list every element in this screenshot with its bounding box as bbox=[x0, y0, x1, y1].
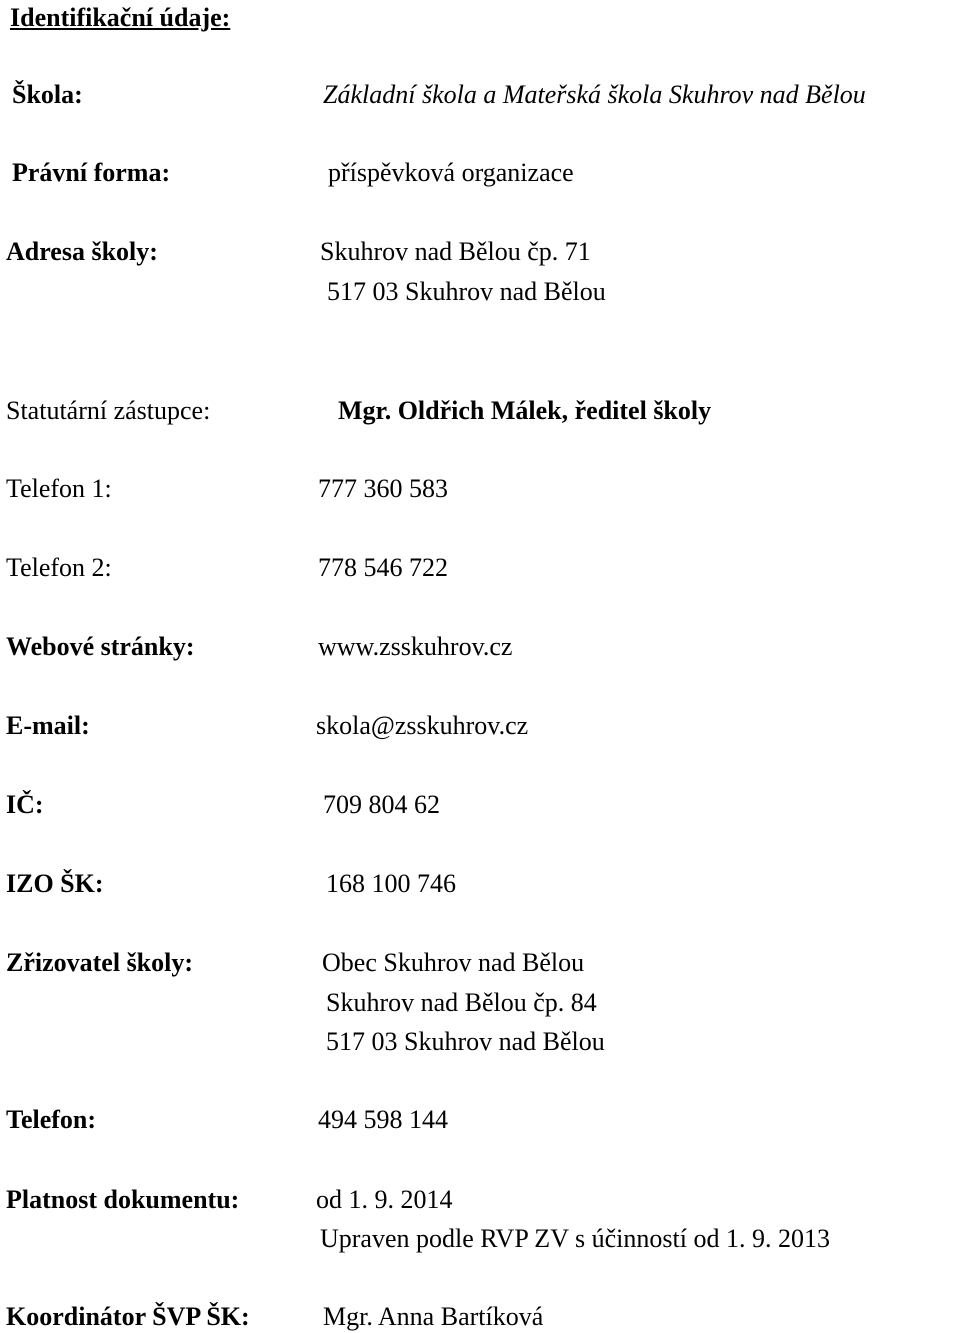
koordinator-label: Koordinátor ŠVP ŠK: bbox=[6, 1302, 250, 1331]
platnost-label: Platnost dokumentu: bbox=[6, 1185, 240, 1214]
platnost-line1: od 1. 9. 2014 bbox=[316, 1185, 453, 1214]
koordinator-value: Mgr. Anna Bartíková bbox=[323, 1302, 544, 1331]
telefon-label: Telefon: bbox=[6, 1105, 97, 1134]
zrizovatel-line3: 517 03 Skuhrov nad Bělou bbox=[326, 1027, 605, 1056]
adresa-line2: 517 03 Skuhrov nad Bělou bbox=[327, 277, 606, 306]
adresa-line1: Skuhrov nad Bělou čp. 71 bbox=[320, 237, 591, 266]
telefon-value: 494 598 144 bbox=[318, 1105, 448, 1134]
ic-label: IČ: bbox=[6, 790, 44, 819]
pravni-forma-value: příspěvková organizace bbox=[328, 158, 574, 187]
telefon2-value: 778 546 722 bbox=[318, 553, 448, 582]
ic-value: 709 804 62 bbox=[323, 790, 440, 819]
zrizovatel-line1: Obec Skuhrov nad Bělou bbox=[322, 948, 585, 977]
adresa-label: Adresa školy: bbox=[6, 237, 158, 266]
skola-value: Základní škola a Mateřská škola Skuhrov nad Bělou bbox=[323, 80, 866, 109]
skola-label: Škola: bbox=[12, 80, 83, 109]
zrizovatel-line2: Skuhrov nad Bělou čp. 84 bbox=[326, 988, 597, 1017]
web-label: Webové stránky: bbox=[6, 632, 195, 661]
web-value[interactable]: www.zsskuhrov.cz bbox=[318, 632, 513, 661]
statutarni-value: Mgr. Oldřich Málek, ředitel školy bbox=[338, 396, 712, 425]
platnost-line2: Upraven podle RVP ZV s účinností od 1. 9. 2013 bbox=[320, 1224, 830, 1253]
email-value[interactable]: skola@zsskuhrov.cz bbox=[316, 711, 529, 740]
pravni-forma-label: Právní forma: bbox=[12, 158, 171, 187]
telefon1-value: 777 360 583 bbox=[318, 474, 448, 503]
statutarni-label: Statutární zástupce: bbox=[6, 396, 211, 425]
izo-value: 168 100 746 bbox=[326, 869, 456, 898]
telefon2-label: Telefon 2: bbox=[6, 553, 112, 582]
izo-label: IZO ŠK: bbox=[6, 869, 104, 898]
telefon1-label: Telefon 1: bbox=[6, 474, 112, 503]
zrizovatel-label: Zřizovatel školy: bbox=[6, 948, 194, 977]
section-heading: Identifikační údaje: bbox=[10, 3, 231, 32]
email-label: E-mail: bbox=[6, 711, 90, 740]
